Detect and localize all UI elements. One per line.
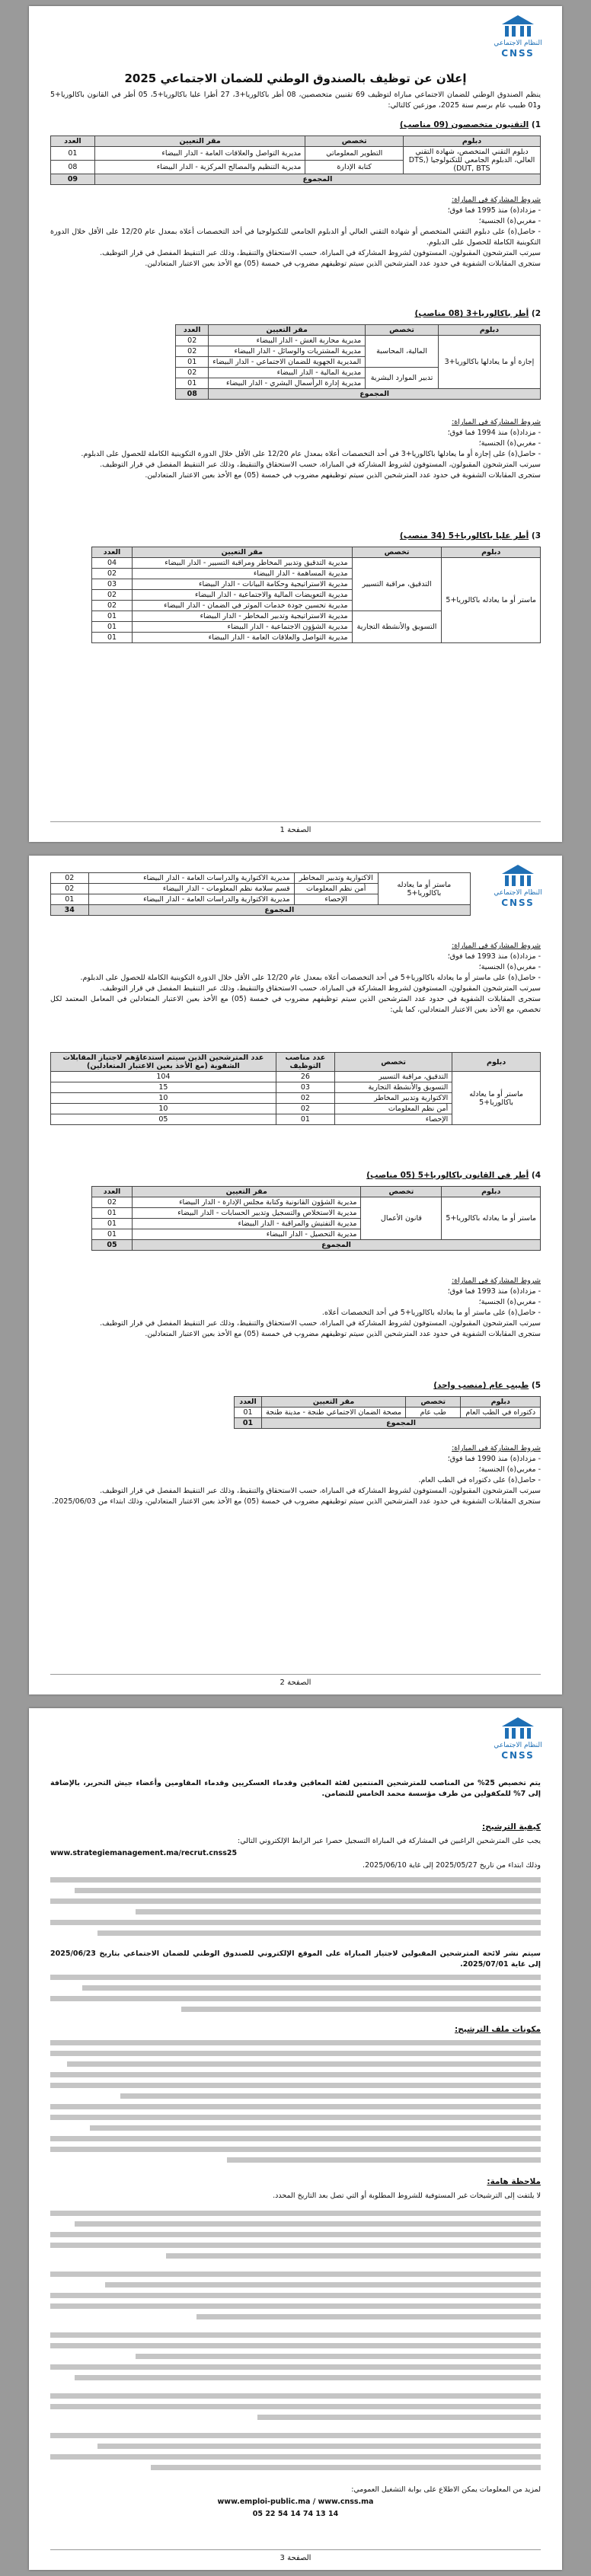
note-item: ستجرى المقابلات الشفوية في حدود عدد المترشحين الذين سيتم توظيفهم مضروب في خمسة (05) مع الأخذ بعين الاعتبار المتعادلين.	[145, 260, 541, 268]
total-label: المجموع	[262, 1418, 541, 1429]
cell-location: مديرية الشؤون الاجتماعية - الدار البيضاء	[133, 622, 353, 633]
col-header: تخصص	[334, 1053, 452, 1072]
cell-diploma: ماستر أو ما يعادله باكالوريا+5	[378, 873, 470, 905]
logo-acronym: CNSS	[501, 897, 535, 908]
section-5-heading	[50, 1381, 541, 1390]
deadline-text: وذلك ابتداء من تاريخ 2025/05/27 إلى غاية 2025/06/10.	[363, 1861, 541, 1870]
section-3-heading	[50, 531, 541, 540]
col-header: دبلوم	[403, 136, 540, 147]
cell-location: المديرية الجهوية للضمان الاجتماعي - الدار البيضاء	[209, 357, 366, 368]
note-item: سيرتب المترشحون المقبولون، المستوفون لشروط المشاركة في المباراة، حسب الاستحقاق والتنقيط، وذلك عبر التنقيط المفصل في قرار التوظيف.	[100, 1487, 541, 1495]
condition-item: - حاصل(ة) على إجازة أو ما يعادلها باكالوريا+3 في أحد التخصصات أعلاه بمعدل عام 12/20 على الأقل خلال الدورة التكوينية الكاملة للحصول على الدبلوم.	[81, 450, 541, 458]
logo-arabic-text: النظام الاجتماعي	[494, 40, 542, 47]
cell-count: 02	[92, 590, 133, 601]
note-item: سيرتب المترشحون المقبولون، المستوفون لشروط المشاركة في المباراة، حسب الاستحقاق والتنقيط، وذلك عبر التنقيط المفصل في قرار التوظيف.	[100, 249, 541, 257]
section-4-table	[91, 1186, 541, 1251]
cell-candidates: 104	[51, 1072, 276, 1082]
page-2	[29, 856, 562, 1694]
condition-item: - مزداد(ة) منذ 1990 فما فوق؛	[447, 1455, 541, 1463]
total-label: المجموع	[209, 389, 541, 400]
section-1-heading	[50, 120, 541, 129]
note-item: ستجرى المقابلات الشفوية في حدود عدد المترشحين الذين سيتم توظيفهم مضروب في خمسة (05) مع الأخذ بعين الاعتبار المتعادلين، وذلك ابتداء من 2025/06/03.	[52, 1497, 541, 1506]
cell-location: مديرية المساهمة - الدار البيضاء	[133, 569, 353, 579]
col-header: تخصص	[361, 1187, 442, 1197]
cell-count: 01	[51, 894, 89, 905]
total-value: 08	[176, 389, 209, 400]
section-3-conditions	[50, 941, 541, 1015]
condition-item: - حاصل(ة) على ماستر أو ما يعادله باكالوريا+5 في أحد التخصصات أعلاه بمعدل عام 12/20 على الأقل خلال الدورة التكوينية الكاملة للحصول على الدبلوم.	[80, 974, 541, 982]
col-header: مقر التعيين	[262, 1397, 406, 1408]
section-title: طبيب عام (منصب واحد)	[433, 1381, 529, 1390]
cell-specialty: التسويق والأنشطة التجارية	[334, 1082, 452, 1093]
cell-specialty: الإحصاء	[334, 1114, 452, 1125]
cnss-emblem-icon	[500, 863, 535, 889]
cell-specialty: الإحصاء	[294, 894, 378, 905]
note-item: ستجرى المقابلات الشفوية في حدود عدد المترشحين الذين سيتم توظيفهم مضروب في خمسة (05) مع الأخذ بعين الاعتبار المتعادلين في المعامل المعتمد لكل تخصص، مع الأخذ بعين الاعتبار المتعادلين، كما يلي:	[50, 995, 541, 1014]
cell-candidates: 15	[51, 1082, 276, 1093]
condition-item: - مزداد(ة) منذ 1994 فما فوق؛	[447, 429, 541, 437]
cell-count: 04	[92, 558, 133, 569]
total-value: 01	[234, 1418, 261, 1429]
note-text: لا يلتفت إلى الترشيحات غير المستوفية للشروط المطلوبة أو التي تصل بعد التاريخ المحدد.	[273, 2192, 541, 2200]
page-footer: الصفحة 3	[29, 2554, 562, 2562]
col-header: مقر التعيين	[133, 1187, 361, 1197]
cell-specialty: الاكتوارية وتدبير المخاطر	[294, 873, 378, 884]
total-label: المجموع	[94, 174, 540, 185]
cell-specialty: الاكتوارية وتدبير المخاطر	[334, 1093, 452, 1104]
table-total-row	[51, 905, 471, 916]
section-2-conditions	[50, 417, 541, 481]
table-total-row	[176, 389, 541, 400]
cell-count: 02	[176, 336, 209, 346]
cell-location: مديرية التعويضات المالية والاجتماعية - الدار البيضاء	[133, 590, 353, 601]
conditions-title: شروط المشاركة في المباراة:	[452, 418, 541, 426]
cell-diploma: ماستر أو ما يعادله باكالوريا+5	[442, 558, 541, 643]
total-label: المجموع	[133, 1240, 541, 1251]
cell-specialty: التسويق والأنشطة التجارية	[352, 611, 442, 643]
section-5-table	[234, 1396, 541, 1429]
cell-location: مديرية تحسين جودة خدمات الموثر في الضمان - الدار البيضاء	[133, 601, 353, 611]
cell-candidates: 05	[51, 1114, 276, 1125]
col-header: العدد	[176, 325, 209, 336]
cell-location: مديرية الاكتوارية والدراسات العامة - الدار البيضاء	[88, 873, 294, 884]
cnss-logo	[487, 863, 548, 908]
cell-location: مصحة الضمان الاجتماعي طنجة - مدينة طنجة	[262, 1408, 406, 1418]
apply-heading: كيفية الترشيح:	[482, 1822, 541, 1832]
page-3	[29, 1708, 562, 2570]
cell-location: قسم سلامة نظم المعلومات - الدار البيضاء	[88, 884, 294, 894]
cell-location: مديرية التواصل والعلاقات العامة - الدار البيضاء	[94, 147, 305, 161]
condition-item: - مغربي(ة) الجنسية؛	[478, 1465, 541, 1474]
note-item: ستجرى المقابلات الشفوية في حدود عدد المترشحين الذين سيتم توظيفهم مضروب في خمسة (05) مع الأخذ بعين الاعتبار المتعادلين.	[145, 1330, 541, 1338]
condition-item: - مزداد(ة) منذ 1993 فما فوق؛	[447, 1287, 541, 1296]
condition-item: - مزداد(ة) منذ 1993 فما فوق؛	[447, 952, 541, 961]
section-3-table	[91, 547, 541, 643]
col-header: دبلوم	[438, 325, 540, 336]
cell-count: 01	[92, 1219, 133, 1229]
apply-text: يجب على المترشحين الراغبين في المشاركة في المباراة التسجيل حصرا عبر الرابط الإلكتروني التالي:	[238, 1837, 541, 1845]
condition-item: - مغربي(ة) الجنسية؛	[478, 217, 541, 225]
conditions-title: شروط المشاركة في المباراة:	[452, 1444, 541, 1452]
col-header: تخصص	[366, 325, 439, 336]
cell-positions: 01	[276, 1114, 334, 1125]
cell-location: مديرية التفتيش والمراقبة - الدار البيضاء	[133, 1219, 361, 1229]
page-title: إعلان عن توظيف بالصندوق الوطني للضمان الاجتماعي 2025	[124, 72, 467, 85]
table-row	[51, 147, 541, 161]
note-item: سيرتب المترشحون المقبولون، المستوفون لشروط المشاركة في المباراة، حسب الاستحقاق والتنقيط، وذلك عبر التنقيط المفصل في قرار التوظيف.	[100, 984, 541, 993]
cell-location: مديرية التحصيل - الدار البيضاء	[133, 1229, 361, 1240]
cell-candidates: 10	[51, 1093, 276, 1104]
cell-count: 01	[92, 611, 133, 622]
note-item: سيرتب المترشحون المقبولون، المستوفون لشروط المشاركة في المباراة، حسب الاستحقاق والتنقيط، وذلك عبر التنقيط المفصل في قرار التوظيف.	[100, 461, 541, 469]
section-1-conditions	[50, 195, 541, 269]
cell-positions: 26	[276, 1072, 334, 1082]
total-label: المجموع	[88, 905, 470, 916]
logo-acronym: CNSS	[501, 1750, 535, 1761]
col-header: دبلوم	[461, 1397, 541, 1408]
section-title: أطر في القانون باكالوريا+5 (05 مناصب)	[366, 1171, 529, 1180]
cell-specialty: طب عام	[406, 1408, 461, 1418]
cell-diploma: ماستر أو ما يعادله باكالوريا+5	[452, 1072, 541, 1125]
col-header: دبلوم	[442, 547, 541, 558]
cell-count: 02	[92, 601, 133, 611]
table-row	[176, 336, 541, 346]
total-value: 09	[51, 174, 95, 185]
table-row	[92, 558, 541, 569]
cell-diploma: إجازة أو ما يعادلها باكالوريا+3	[438, 336, 540, 389]
cell-count: 01	[176, 378, 209, 389]
quota-paragraph: يتم تخصيص 25% من المناصب للمترشحين المنتمين لفئة المعاقين وقدماء العسكريين وقدماء المقاومين وأعضاء جيش التحرير، بالإضافة إلى 7% للمكفولين من طرف مؤسسة محمد الخامس للتضامن.	[50, 1779, 541, 1798]
cell-count: 01	[176, 357, 209, 368]
cnss-logo	[487, 1716, 548, 1761]
cell-count: 01	[92, 633, 133, 643]
col-header: العدد	[234, 1397, 261, 1408]
col-header: العدد	[92, 547, 133, 558]
cell-count: 01	[51, 147, 95, 161]
cell-location: مديرية المالية - الدار البيضاء	[209, 368, 366, 378]
cell-positions: 02	[276, 1093, 334, 1104]
cell-candidates: 10	[51, 1104, 276, 1114]
logo-acronym: CNSS	[501, 48, 535, 59]
cell-location: مديرية الاستخلاص والتسجيل وتدبير الحسابات - الدار البيضاء	[133, 1208, 361, 1219]
condition-item: - مغربي(ة) الجنسية؛	[478, 1298, 541, 1306]
cell-count: 02	[176, 346, 209, 357]
cell-specialty: أمن نظم المعلومات	[294, 884, 378, 894]
total-value: 05	[92, 1240, 133, 1251]
file-heading: مكونات ملف الترشيح:	[455, 2025, 541, 2034]
conditions-title: شروط المشاركة في المباراة:	[452, 942, 541, 950]
condition-item: - حاصل(ة) على دبلوم التقني المتخصص أو شهادة التقني العالي أو الدبلوم الجامعي للتكنولوجيا في أحد التخصصات أعلاه بمعدل عام 12/20 على الأقل خلال الدورة التكوينية الكاملة للحصول على الدبلوم.	[50, 228, 541, 247]
cell-location: مديرية الشؤون القانونية وكتابة مجلس الإدارة - الدار البيضاء	[133, 1197, 361, 1208]
cell-location: مديرية الاستراتيجية وحكامة البيانات - الدار البيضاء	[133, 579, 353, 590]
cell-location: مديرية التواصل والعلاقات العامة - الدار البيضاء	[133, 633, 353, 643]
col-header: تخصص	[352, 547, 442, 558]
page-1	[29, 6, 562, 842]
condition-item: - مغربي(ة) الجنسية؛	[478, 963, 541, 971]
page-footer: الصفحة 2	[29, 1679, 562, 1687]
cell-diploma: دكتوراه في الطب العام	[461, 1408, 541, 1418]
col-header: مقر التعيين	[94, 136, 305, 147]
cell-specialty: التدقيق، مراقبة التسيير	[334, 1072, 452, 1082]
col-header: العدد	[51, 136, 95, 147]
section-5-conditions	[50, 1443, 541, 1507]
table-row	[51, 1072, 541, 1082]
intro-paragraph: ينظم الصندوق الوطني للضمان الاجتماعي مباراة لتوظيف 69 تقنيين متخصصين، 08 أطر باكالوريا+3، 27 أطرا عليا باكالوريا+5، 05 أطر في القانون باكالوريا+5 و01 طبيب عام برسم سنة 2025، موزعين كالتالي:	[50, 91, 541, 110]
section-2-table	[175, 324, 541, 400]
section-2-heading	[50, 309, 541, 318]
conditions-title: شروط المشاركة في المباراة:	[452, 1277, 541, 1285]
table-row	[234, 1408, 540, 1418]
cell-specialty: التطوير المعلوماتي	[305, 147, 404, 161]
cell-specialty: التدقيق، مراقبة التسيير	[352, 558, 442, 611]
section-number: 3)	[531, 531, 541, 540]
cell-positions: 03	[276, 1082, 334, 1093]
cell-diploma: دبلوم التقني المتخصص، شهادة التقني العالي، الدبلوم الجامعي للتكنولوجيا (DTS, DUT, BTS)	[403, 147, 540, 174]
cell-specialty: أمن نظم المعلومات	[334, 1104, 452, 1114]
section-title: التقنيون متخصصون (09 مناصب)	[399, 120, 529, 129]
cell-count: 02	[51, 884, 89, 894]
logo-arabic-text: النظام الاجتماعي	[494, 889, 542, 897]
portal-text: لمزيد من المعلومات يمكن الاطلاع على بوابة التشغيل العمومي:	[351, 2485, 541, 2494]
cell-specialty: تدبير الموارد البشرية	[366, 368, 439, 389]
table-row	[51, 873, 471, 884]
cell-location: مديرية التنظيم والمصالح المركزية - الدار البيضاء	[94, 161, 305, 174]
table-total-row	[92, 1240, 541, 1251]
condition-item: - مزداد(ة) منذ 1995 فما فوق؛	[447, 206, 541, 215]
cnss-emblem-icon	[500, 14, 535, 40]
table-total-row	[234, 1418, 540, 1429]
col-header: دبلوم	[442, 1187, 541, 1197]
cell-count: 02	[176, 368, 209, 378]
cell-positions: 02	[276, 1104, 334, 1114]
condition-item: - حاصل(ة) على ماستر أو ما يعادله باكالوريا+5 في أحد التخصصات أعلاه.	[321, 1309, 541, 1317]
section-4-conditions	[50, 1276, 541, 1340]
cell-count: 02	[92, 1197, 133, 1208]
cell-location: مديرية المشتريات والوسائل - الدار البيضاء	[209, 346, 366, 357]
cell-count: 01	[92, 1208, 133, 1219]
section-title: أطر عليا باكالوريا+5 (34 منصب)	[399, 531, 529, 540]
cell-location: مديرية إدارة الرأسمال البشري - الدار البيضاء	[209, 378, 366, 389]
note-item: ستجرى المقابلات الشفوية في حدود عدد المترشحين الذين سيتم توظيفهم مضروب في خمسة (05) مع الأخذ بعين الاعتبار المتعادلين.	[145, 471, 541, 480]
oral-exam-table	[50, 1052, 541, 1125]
cell-count: 03	[92, 579, 133, 590]
col-header: تخصص	[406, 1397, 461, 1408]
portal-links[interactable]: www.emploi-public.ma / www.cnss.ma	[217, 2498, 374, 2506]
cnss-logo	[487, 14, 548, 59]
section-1-table	[50, 135, 541, 185]
condition-item: - مغربي(ة) الجنسية؛	[478, 439, 541, 448]
cell-count: 02	[92, 569, 133, 579]
logo-arabic-text: النظام الاجتماعي	[494, 1742, 542, 1749]
cell-specialty: المالية، المحاسبة	[366, 336, 439, 368]
section-number: 5)	[531, 1381, 541, 1390]
section-3-table-continued	[50, 872, 471, 916]
cell-specialty: كتابة الإدارة	[305, 161, 404, 174]
cell-location: مديرية التدقيق وتدبير المخاطر ومراقبة التسيير - الدار البيضاء	[133, 558, 353, 569]
section-4-heading	[50, 1171, 541, 1180]
cell-count: 01	[92, 622, 133, 633]
note-item: سيرتب المترشحون المقبولون، المستوفون لشروط المشاركة في المباراة، حسب الاستحقاق والتنقيط، وذلك عبر التنقيط المفصل في قرار التوظيف.	[100, 1319, 541, 1328]
section-number: 4)	[531, 1171, 541, 1180]
cell-location: مديرية الاكتوارية والدراسات العامة - الدار البيضاء	[88, 894, 294, 905]
col-header: عدد المترشحين الذين سيتم استدعاؤهم لاجتياز المقابلات الشفوية (مع الأخذ بعين الاعتبار المتعادلين)	[51, 1053, 276, 1072]
cell-count: 08	[51, 161, 95, 174]
cell-count: 02	[51, 873, 89, 884]
table-row	[92, 1197, 541, 1208]
cell-diploma: ماستر أو ما يعادله باكالوريا+5	[442, 1197, 541, 1240]
col-header: العدد	[92, 1187, 133, 1197]
total-value: 34	[51, 905, 89, 916]
section-title: أطر باكالوريا+3 (08 مناصب)	[414, 309, 529, 318]
phone-number: 05 22 54 14 74 13 14	[252, 2510, 339, 2518]
condition-item: - حاصل(ة) على دكتوراه في الطب العام.	[418, 1476, 541, 1484]
cell-location: مديرية الاستراتيجية وتدبير المخاطر - الدار البيضاء	[133, 611, 353, 622]
cell-count: 01	[234, 1408, 261, 1418]
application-link[interactable]: www.strategiemanagement.ma/recrut.cnss25	[50, 1849, 238, 1857]
conditions-title: شروط المشاركة في المباراة:	[452, 196, 541, 204]
section-number: 2)	[531, 309, 541, 318]
col-header: تخصص	[305, 136, 404, 147]
section-number: 1)	[531, 120, 541, 129]
col-header: عدد مناصب التوظيف	[276, 1053, 334, 1072]
col-header: مقر التعيين	[209, 325, 366, 336]
col-header: دبلوم	[452, 1053, 541, 1072]
cell-specialty: قانون الأعمال	[361, 1197, 442, 1240]
page-footer: الصفحة 1	[29, 826, 562, 834]
cnss-emblem-icon	[500, 1716, 535, 1742]
col-header: مقر التعيين	[133, 547, 353, 558]
cell-count: 01	[92, 1229, 133, 1240]
note-heading: ملاحظة هامة:	[487, 2177, 541, 2186]
cell-location: مديرية محاربة الغش - الدار البيضاء	[209, 336, 366, 346]
results-text: سيتم نشر لائحة المترشحين المقبولين لاجتياز المباراة على الموقع الإلكتروني للصندوق الوطني للضمان الاجتماعي بتاريخ 2025/06/23 إلى غاية 2025/07/01.	[50, 1950, 541, 1969]
table-total-row	[51, 174, 541, 185]
